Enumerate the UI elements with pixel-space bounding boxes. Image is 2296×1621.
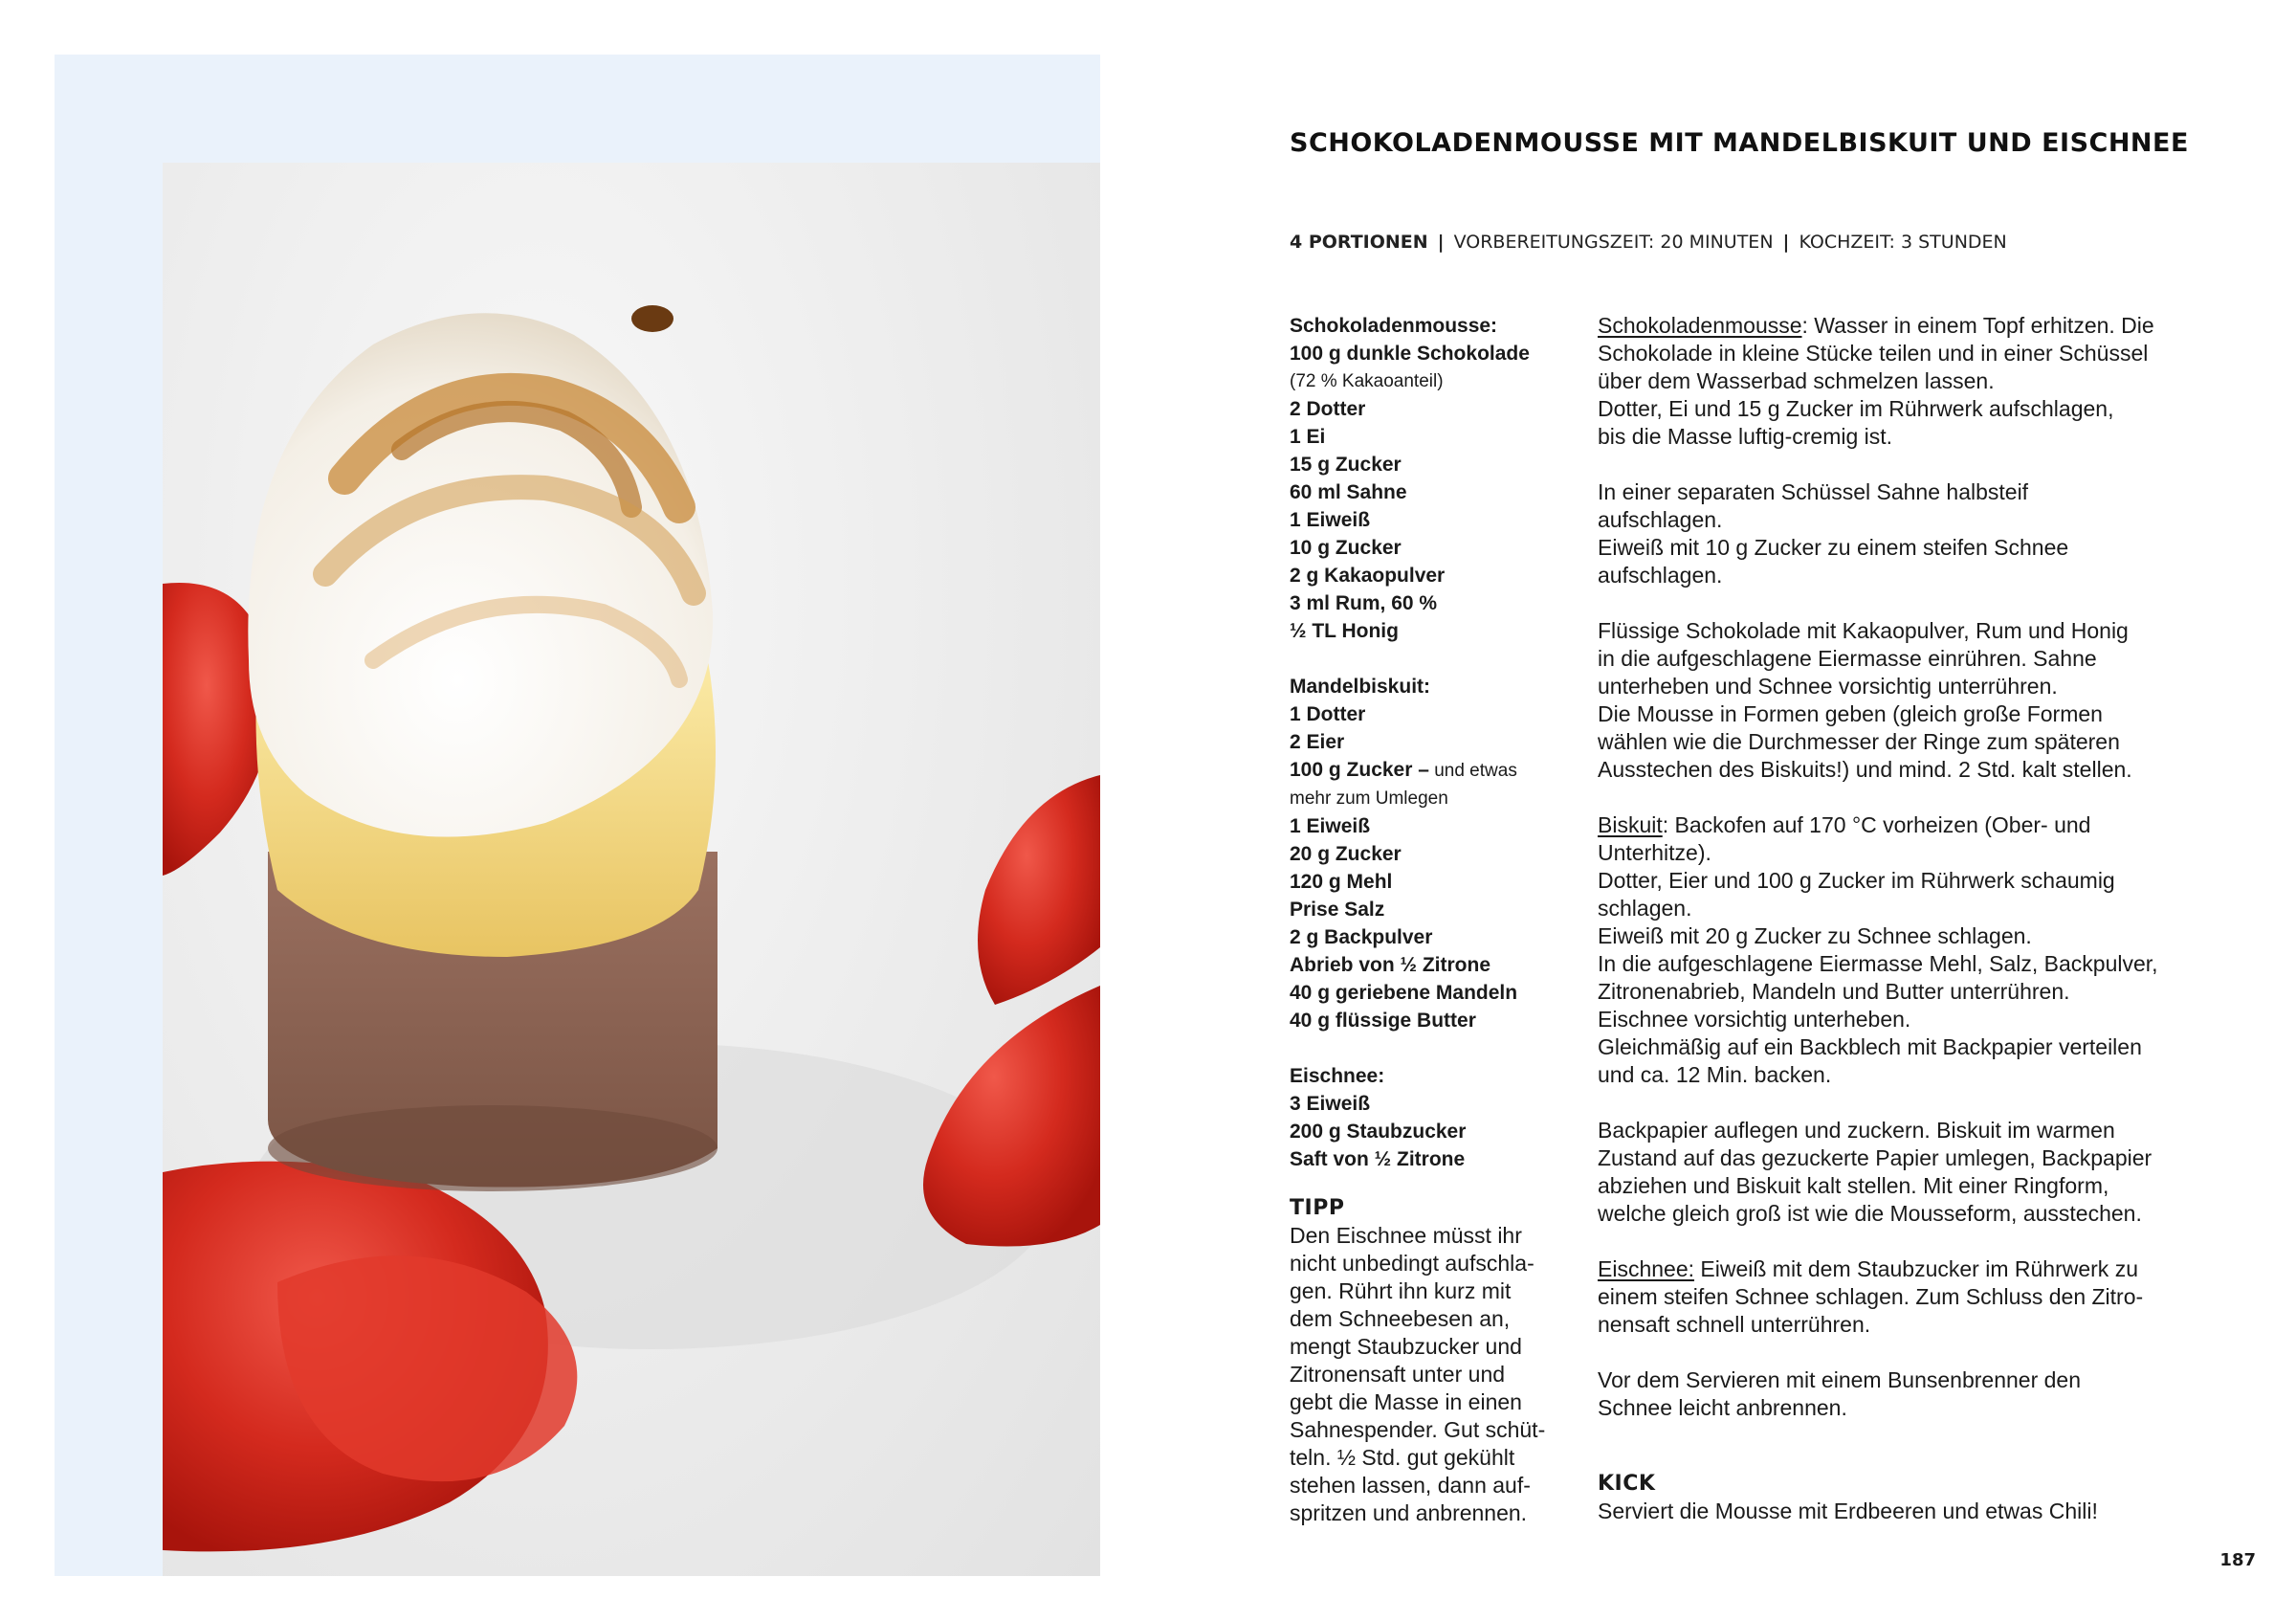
page-number: 187 (2219, 1550, 2256, 1570)
tipp-line: teln. ½ Std. gut gekühlt (1290, 1445, 1515, 1470)
step-line: Dotter, Ei und 15 g Zucker im Rührwerk aufschlagen, (1598, 396, 2114, 421)
ingredient: Prise Salz (1290, 899, 1385, 921)
step-label: Biskuit (1598, 812, 1663, 837)
step-line: abziehen und Biskuit kalt stellen. Mit einer Ringform, (1598, 1173, 2109, 1198)
step-line: Schnee leicht anbrennen. (1598, 1395, 1847, 1420)
step-line: schlagen. (1598, 896, 1692, 921)
ingredient-sugar: 100 g Zucker – (1290, 759, 1429, 781)
step-line: Flüssige Schokolade mit Kakaopulver, Rum und Honig (1598, 618, 2129, 643)
recipe-meta (1290, 232, 2208, 253)
step-line: Zitronenabrieb, Mandeln und Butter unterrühren. (1598, 979, 2070, 1004)
step-line: Unterhitze). (1598, 840, 1711, 865)
tipp-line: dem Schneebesen an, (1290, 1306, 1511, 1331)
tipp-line: nicht unbedingt aufschla- (1290, 1251, 1534, 1276)
ingredient: Abrieb von ½ Zitrone (1290, 954, 1491, 976)
dessert-illustration (163, 163, 1100, 1576)
ingredient: 40 g geriebene Mandeln (1290, 982, 1518, 1004)
step-combine (1598, 617, 2181, 784)
step-text: : Backofen auf 170 °C vorheizen (Ober- und (1662, 812, 2091, 837)
ingredient (1290, 756, 1577, 785)
ingredients-biskuit (1290, 673, 1577, 1034)
step-line: wählen wie die Durchmesser der Ringe zum späteren (1598, 729, 2120, 754)
step-line: und ca. 12 Min. backen. (1598, 1062, 1832, 1087)
step-line: aufschlagen. (1598, 507, 1723, 532)
step-line: Eiweiß mit 10 g Zucker zu einem steifen Schnee (1598, 535, 2069, 560)
step-line: welche gleich groß ist wie die Mousseform, ausstechen. (1598, 1201, 2142, 1226)
tipp-line: Sahnespender. Gut schüt- (1290, 1417, 1546, 1442)
step-line: Vor dem Servieren mit einem Bunsenbrenner den (1598, 1367, 2082, 1392)
step-line: Eischnee vorsichtig unterheben. (1598, 1007, 1911, 1032)
meta-separator: | (1782, 232, 1790, 253)
step-label: Eischnee: (1598, 1256, 1695, 1281)
prep-time: VORBEREITUNGSZEIT: 20 MINUTEN (1453, 232, 1774, 253)
ingredient: ½ TL Honig (1290, 620, 1399, 642)
ingredient-note: mehr zum Umlegen (1290, 788, 1448, 809)
step-biskuit (1598, 811, 2181, 1089)
ingredient: 15 g Zucker (1290, 454, 1402, 476)
meta-separator: | (1437, 232, 1445, 253)
ingredients-heading: Mandelbiskuit: (1290, 676, 1431, 698)
ingredient: 1 Eiweiß (1290, 509, 1371, 531)
step-mousse (1598, 312, 2181, 451)
ingredient: 3 Eiweiß (1290, 1093, 1371, 1115)
step-line: Zustand auf das gezuckerte Papier umlegen, Backpapier (1598, 1145, 2152, 1170)
step-line: aufschlagen. (1598, 563, 1723, 588)
step-line: Gleichmäßig auf ein Backblech mit Backpapier verteilen (1598, 1034, 2142, 1059)
ingredient: 40 g flüssige Butter (1290, 1010, 1476, 1032)
tipp-box (1290, 1194, 1577, 1527)
step-serve (1598, 1366, 2181, 1422)
step-line: In die aufgeschlagene Eiermasse Mehl, Salz, Backpulver, (1598, 951, 2158, 976)
ingredient-note: (72 % Kakaoanteil) (1290, 371, 1444, 391)
step-line: in die aufgeschlagene Eiermasse einrühren. Sahne (1598, 646, 2097, 671)
ingredient: 200 g Staubzucker (1290, 1121, 1467, 1143)
tipp-heading: TIPP (1290, 1196, 1345, 1220)
step-line: bis die Masse luftig-cremig ist. (1598, 424, 1893, 449)
step-line: nensaft schnell unterrühren. (1598, 1312, 1871, 1337)
ingredient: 120 g Mehl (1290, 871, 1393, 893)
ingredient: Saft von ½ Zitrone (1290, 1148, 1466, 1170)
step-line: unterheben und Schnee vorsichtig unterrühren. (1598, 674, 2058, 699)
ingredient: 10 g Zucker (1290, 537, 1402, 559)
step-line: Dotter, Eier und 100 g Zucker im Rührwerk schaumig (1598, 868, 2115, 893)
step-line: einem steifen Schnee schlagen. Zum Schluss den Zitro- (1598, 1284, 2144, 1309)
step-flip (1598, 1117, 2181, 1228)
step-line: In einer separaten Schüssel Sahne halbsteif (1598, 479, 2029, 504)
tipp-line: gebt die Masse in einen (1290, 1389, 1522, 1414)
ingredient: 2 Eier (1290, 731, 1345, 753)
recipe-title: SCHOKOLADENMOUSSE MIT MANDELBISKUIT UND EISCHNEE (1290, 128, 2189, 158)
photo-frame (55, 55, 1100, 1576)
step-cream (1598, 478, 2181, 589)
step-label: Schokoladenmousse (1598, 313, 1802, 338)
ingredient: 20 g Zucker (1290, 843, 1402, 865)
tipp-line: stehen lassen, dann auf- (1290, 1473, 1531, 1498)
step-line: Ausstechen des Biskuits!) und mind. 2 Std. kalt stellen. (1598, 757, 2132, 782)
ingredients-eischnee (1290, 1062, 1577, 1173)
step-line: über dem Wasserbad schmelzen lassen. (1598, 368, 1995, 393)
kick-box (1598, 1470, 2181, 1525)
step-line: Die Mousse in Formen geben (gleich große Formen (1598, 701, 2103, 726)
step-text: Eiweiß mit dem Staubzucker im Rührwerk zu (1694, 1256, 2138, 1281)
tipp-line: spritzen und anbrennen. (1290, 1500, 1528, 1525)
kick-heading: KICK (1598, 1472, 1656, 1496)
kick-text: Serviert die Mousse mit Erdbeeren und etwas Chili! (1598, 1499, 2098, 1523)
strawberry-right-bottom (923, 986, 1100, 1247)
toasted-tip (631, 305, 673, 332)
ingredients-column (1290, 312, 1577, 1201)
ingredient: 3 ml Rum, 60 % (1290, 592, 1438, 614)
ingredient: 1 Dotter (1290, 703, 1366, 725)
ingredient-note: und etwas (1428, 761, 1517, 781)
ingredient: 2 g Backpulver (1290, 926, 1433, 948)
ingredients-heading: Schokoladenmousse: (1290, 315, 1498, 337)
dessert-photo (163, 163, 1100, 1576)
step-line: Eiweiß mit 20 g Zucker zu Schnee schlagen. (1598, 923, 2032, 948)
ingredient: 1 Ei (1290, 426, 1326, 448)
step-line: Backpapier auflegen und zuckern. Biskuit im warmen (1598, 1118, 2115, 1143)
ingredient: 1 Eiweiß (1290, 815, 1371, 837)
portions: 4 PORTIONEN (1290, 232, 1428, 253)
ingredient: 100 g dunkle Schokolade (1290, 343, 1530, 365)
step-text: : Wasser in einem Topf erhitzen. Die (1801, 313, 2154, 338)
cook-time: KOCHZEIT: 3 STUNDEN (1799, 232, 2007, 253)
tipp-line: Zitronensaft unter und (1290, 1362, 1506, 1387)
instructions-column (1598, 312, 2181, 1450)
tipp-line: mengt Staubzucker und (1290, 1334, 1522, 1359)
tipp-line: Den Eischnee müsst ihr (1290, 1223, 1522, 1248)
ingredient: 60 ml Sahne (1290, 481, 1407, 503)
ingredients-mousse (1290, 312, 1577, 645)
ingredient: 2 g Kakaopulver (1290, 565, 1446, 587)
ingredient: 2 Dotter (1290, 398, 1366, 420)
step-eischnee (1598, 1255, 2181, 1339)
step-line: Schokolade in kleine Stücke teilen und in einer Schüssel (1598, 341, 2149, 366)
strawberry-right-top (978, 775, 1100, 1005)
tipp-line: gen. Rührt ihn kurz mit (1290, 1278, 1512, 1303)
ingredients-heading: Eischnee: (1290, 1065, 1385, 1087)
